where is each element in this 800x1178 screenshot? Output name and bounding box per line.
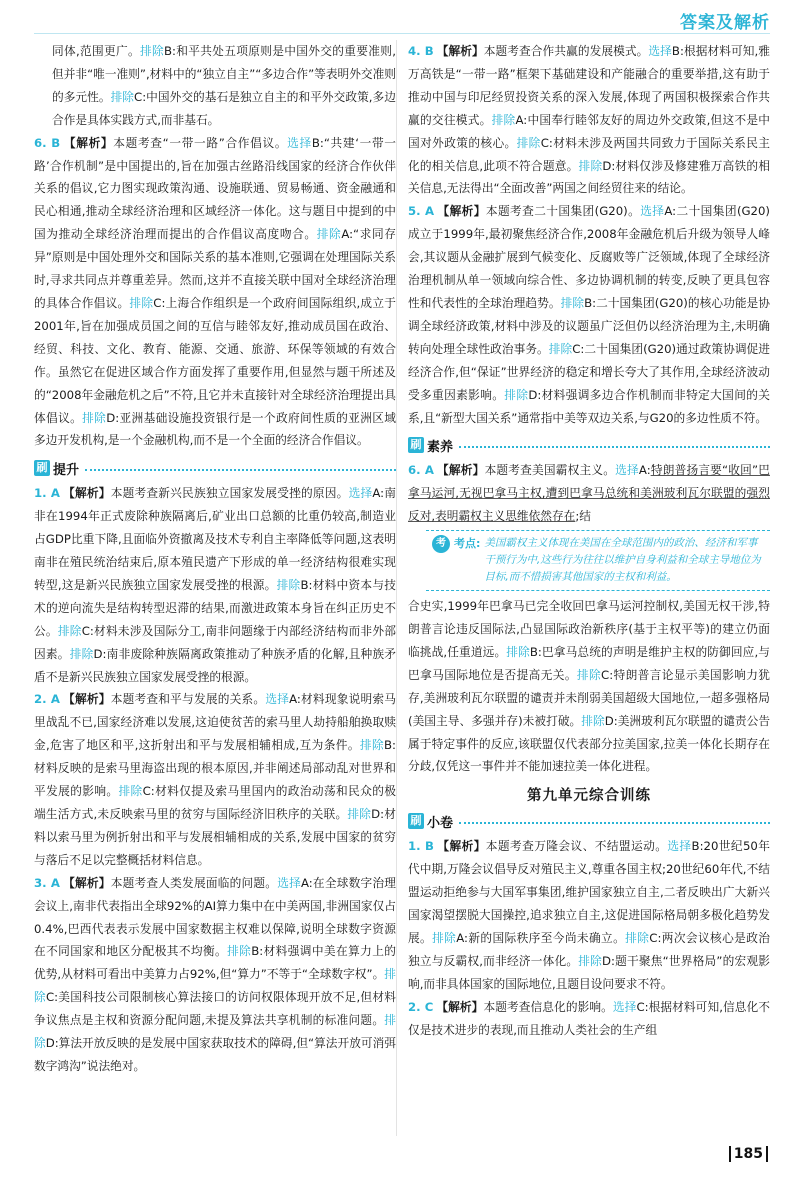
section-header-tisheng — [34, 458, 396, 478]
section-title: 小卷 — [427, 815, 454, 831]
answer-q6: 6. B 【解析】本题考查“一带一路”合作倡议。选择B:“共建‘一带一路’合作机制”是中国提出的,旨在加强古丝路沿线国家的经济合作伙伴关系的倡议,它力图实现政策沟通、设施联通、贸易畅通、资金融通和民心相通,推动全球经济治理和区域经济一体化。这与题目中提到的中国为推动全球经济治理而提出的合作倡议高度吻合。排除A:“求同存异”原则是中国处理外交和国际关系的基本准则,它强调在处理国际关系时,寻求共同点并尊重差异。然而,这并不直接关联中国对全球经济治理的具体合作倡议。排除C:上海合作组织是一个政府间国际组织,成立于2001年,旨在加强成员国之间的互信与睦邻友好,推动成员国在政治、经贸、科技、文化、教育、能源、交通、旅游、环保等领域的有效合作。虽然它在促进区域合作方面发挥了重要作用,但显然与题干所述及的“2008年金融危机之后”不符,且它并未直接针对全球经济治理提出具体倡议。排除D:亚洲基础设施投资银行是一个政府间性质的亚洲区域多边开发机构,是一个金融机构,而不是一个全面的经济合作倡议。 — [34, 135, 396, 448]
right-column — [408, 40, 770, 1140]
question-number: 3. A — [34, 875, 60, 890]
section-title: 提升 — [53, 462, 80, 478]
section-header-suyang — [408, 435, 770, 455]
answer-q1: 1. A 【解析】本题考查新兴民族独立国家发展受挫的原因。选择A:南非在1994年正式废除种族隔离后,矿业出口总额的比重仍较高,制造业占GDP比重下降,且面临外资撤离及技术专利自主率降低等问题,这表明南非在殖民统治结束后,原本殖民遗产下形成的单一经济结构很难实现转型,这是新兴民族独立国家发展受挫的根源。排除B:材料中资本与技术的逆向流失是结构转型迟滞的结果,而激进政策本身旨在纠正历史不公。排除C:材料未涉及国际分工,南非问题缘于内部经济结构而非外部因素。排除D:南非废除种族隔离政策推动了种族矛盾的化解,且种族矛盾不是新兴民族独立国家发展受挫的根源。 — [34, 486, 396, 684]
section-title: 素养 — [427, 439, 454, 455]
question-number: 6. B — [34, 135, 61, 150]
answer-q5: 5. A 【解析】本题考查二十国集团(G20)。选择A:二十国集团(G20)成立于1999年,最初聚焦经济合作,2008年金融危机后升级为领导人峰会,其议题从金融扩展到气候变化、反腐败等广泛领域,体现了全球经济治理机制从单一领域向综合性、多边协调机制的转变,反映了更具包容性和代表性的全球治理趋势。排除B:二十国集团(G20)的核心功能是协调全球经济政策,材料中涉及的议题虽广泛但仍以经济治理为主,未明确转向处理全球性政治事务。排除C:二十国集团(G20)通过政策协调促进经济合作,但“保证”世界经济的稳定和增长夸大了其作用,全球经济波动受多重因素影响。排除D:材料强调多边合作机制而非特定大国间的关系,且“新型大国关系”通常指中美等双边关系,与G20的多边性质不符。 — [408, 204, 770, 425]
answer-q3: 3. A 【解析】本题考查人类发展面临的问题。选择A:在全球数字治理会议上,南非代表指出全球92%的AI算力集中在中美两国,非洲国家仅占0.4%,巴西代表表示发展中国家数据主权难以保障,说明全球数字资源在不同国家和地区分配极其不均衡。排除B:材料强调中美在算力上的优势,从材料可看出中美算力占92%,但“算力”不等于“全球数字权”。排除C:美国科技公司限制核心算法接口的访问权限体现开放不足,但材料争议焦点是主权和资源分配问题,未提及算法共享机制的标准问题。排除D:算法开放反映的是发展中国家获取技术的障碍,但“算法开放可消弭数字鸿沟”说法绝对。 — [34, 875, 396, 1073]
underlined-key-sentence: 特朗普扬言要“收回”巴拿马运河,无视巴拿马主权,遭到巴拿马总统和美洲玻利瓦尔联盟的强烈反对,表明霸权主义思维依然存在 — [408, 463, 770, 524]
note-text: 美国霸权主义体现在美国在全球范围内的政治、经济和军事干预行为中,这些行为往往以维护自身利益和全球主导地位为目标,而不惜损害其他国家的主权和利益。 — [484, 537, 761, 584]
answer-q6: 6. A 【解析】本题考查美国霸权主义。选择A:特朗普扬言要“收回”巴拿马运河,无视巴拿马主权,遭到巴拿马总统和美洲玻利瓦尔联盟的强烈反对,表明霸权主义思维依然存在;结 — [408, 463, 770, 524]
left-column — [34, 40, 396, 1140]
question-number: 6. A — [408, 463, 434, 478]
column-divider — [396, 40, 397, 1136]
exam-point-note — [426, 530, 770, 591]
question-number: 2. A — [34, 692, 60, 707]
section-dotted-rule — [459, 446, 770, 448]
question-number: 2. C — [408, 999, 434, 1014]
answer-q2: 2. A 【解析】本题考查和平与发展的关系。选择A:材料现象说明索马里战乱不已,国家经济难以发展,这迫使贫苦的索马里人劫持船舶换取赎金,危害了地区和平,这折射出和平与发展相辅相成,互为条件。排除B:材料反映的是索马里海盗出现的根本原因,并非阐述局部动乱对世界和平发展的影响。排除C:材料仅提及索马里国内的政治动荡和民众的极端生活方式,未反映索马里的贫穷与国际经济旧秩序的关联。排除D:材料以索马里为例折射出和平与发展相辅相成的关系,发展中国家的贫穷与落后不足以完整概括材料信息。 — [34, 692, 396, 867]
exam-point-icon: 考 — [432, 535, 450, 553]
answer-q4: 4. B 【解析】本题考查合作共赢的发展模式。选择B:根据材料可知,雅万高铁是“一带一路”框架下基础建设和产能融合的重要举措,这有助于推动中国与印尼经贸投资关系的深入发展,体现了两国积极探索合作共赢的交往模式。排除A:中国奉行睦邻友好的周边外交政策,但这不是中国对外政策的核心。排除C:材料未涉及两国共同致力于国际关系民主化的相关信息,此项不符合题意。排除D:材料仅涉及修建雅万高铁的相关信息,无法得出“全面改善”两国之间经贸往来的结论。 — [408, 44, 770, 196]
question-number: 1. A — [34, 486, 60, 501]
unit-title: 第九单元综合训练 — [527, 788, 651, 805]
section-badge-icon: 刷 — [408, 437, 424, 453]
section-badge-icon: 刷 — [34, 460, 50, 476]
note-label: 考点: — [454, 537, 481, 551]
section-dotted-rule — [85, 469, 396, 471]
section-badge-icon: 刷 — [408, 813, 424, 829]
answer-unit-q1: 1. B 【解析】本题考查万隆会议、不结盟运动。选择B:20世纪50年代中期,万隆会议倡导反对殖民主义,尊重各国主权;20世纪60年代,不结盟运动拒绝参与大国军事集团,维护国家独立自主,二者反映出广大新兴国家渴望摆脱大国操控,追求独立自主,这促进国际格局朝多极化趋势发展。排除A:新的国际秩序至今尚未确立。排除C:两次会议核心是政治独立与反霸权,而非经济一体化。排除D:题干聚焦“世界格局”的宏观影响,而非具体国家的国际地位,且题目设问要求不符。 — [408, 839, 770, 991]
continuation-paragraph: 同体,范围更广。排除B:和平共处五项原则是中国外交的重要准则,但并非“唯一准则”,材料中的“独立自主”“多边合作”等表明外交准则的多元性。排除C:中国外交的基石是独立自主的和平外交政策,多边合作是具体实践方式,而非基石。 — [52, 44, 396, 127]
answer-q6-continued: 合史实,1999年巴拿马已完全收回巴拿马运河控制权,美国无权干涉,特朗普言论违反国际法,凸显国际政治新秩序(基于主权平等)的建立仍面临挑战,任重道远。排除B:巴拿马总统的声明是维护主权的防御回应,与巴拿马国际地位是否提高无关。排除C:特朗普言论显示美国影响力犹存,美洲玻利瓦尔联盟的谴责并未削弱美国超级大国地位,一超多强格局(美国主导、多强并存)未被打破。排除D:美洲玻利瓦尔联盟的谴责公告属于特定事件的反应,该联盟仅代表部分拉美国家,拉美一体化长期存在分歧,仅凭这一事件并不能加速拉美一体化进程。 — [408, 599, 770, 774]
header-title: 答案及解析 — [680, 13, 770, 33]
question-number: 1. B — [408, 839, 434, 854]
section-dotted-rule — [459, 822, 770, 824]
header-rule — [34, 33, 770, 34]
question-number: 5. A — [408, 204, 435, 219]
section-header-xiaojuan — [408, 811, 770, 831]
answer-unit-q2: 2. C 【解析】本题考查信息化的影响。选择C:根据材料可知,信息化不仅是技术进步的表现,而且推动人类社会的生产组 — [408, 999, 770, 1037]
page-number: 185 — [729, 1146, 768, 1162]
question-number: 4. B — [408, 44, 434, 58]
